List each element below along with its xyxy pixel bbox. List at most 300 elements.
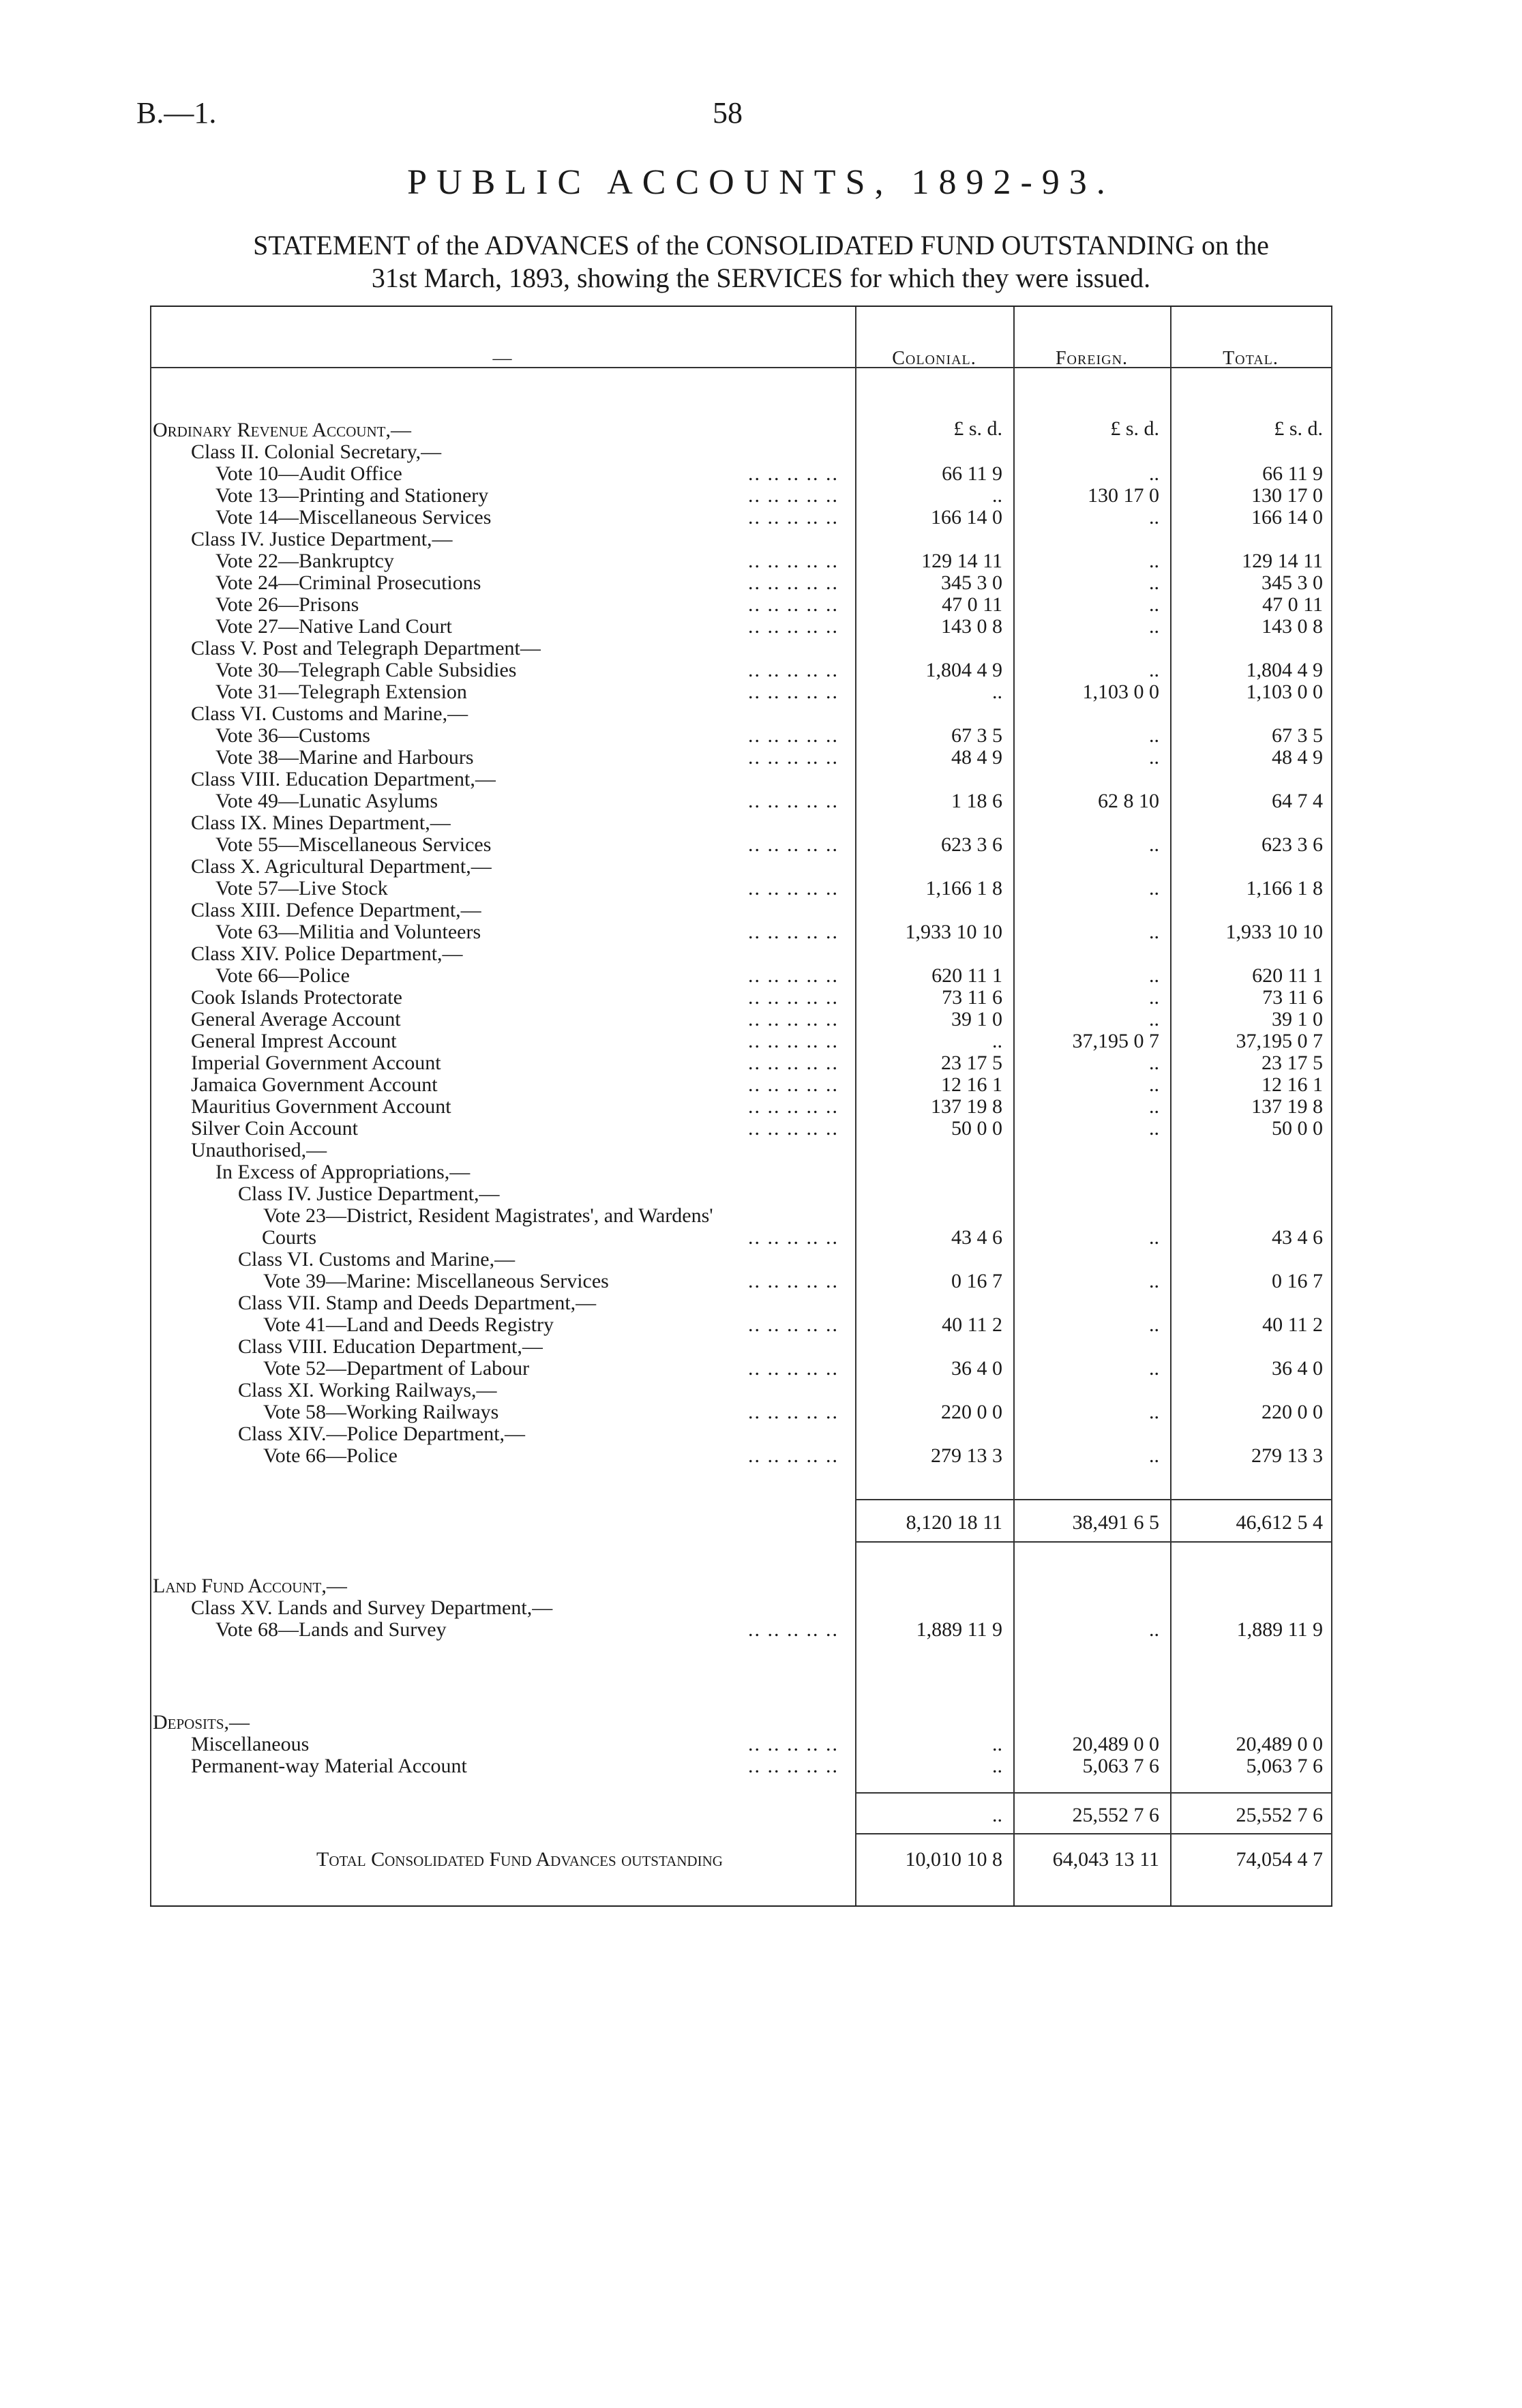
subtotal-rule-ordinary	[855, 1499, 1332, 1500]
leader-dots: .. .. .. .. ..	[748, 1096, 839, 1118]
table-row	[150, 1314, 1332, 1336]
table-row	[150, 485, 1332, 507]
row-label: Vote 27—Native Land Court	[215, 616, 452, 638]
row-label: Class X. Agricultural Department,—	[191, 856, 492, 878]
row-label: Class VI. Customs and Marine,—	[238, 1249, 516, 1270]
leader-dots: .. .. .. .. ..	[748, 1118, 839, 1140]
colonial-amount: ..	[992, 1030, 1002, 1052]
row-label-cell	[150, 856, 839, 878]
row-label-cell	[150, 1380, 839, 1401]
row-label-cell	[150, 1052, 839, 1074]
total-amount: 43 4 6	[1272, 1226, 1323, 1249]
row-label: General Imprest Account	[191, 1030, 397, 1052]
row-label-cell	[150, 529, 839, 550]
currency-colonial: £ s. d.	[953, 417, 1002, 440]
row-label: Class II. Colonial Secretary,—	[191, 441, 442, 463]
row-label: Class IX. Mines Department,—	[191, 812, 451, 834]
row-label-cell	[150, 550, 839, 572]
total-amount: 66 11 9	[1262, 462, 1323, 485]
colonial-amount: 1,889 11 9	[916, 1618, 1002, 1641]
table-row	[150, 834, 1332, 856]
leader-dots: .. .. .. .. ..	[748, 921, 839, 943]
colonial-amount: 12 16 1	[941, 1073, 1002, 1096]
row-label: Courts	[262, 1227, 317, 1249]
foreign-amount: ..	[1149, 1357, 1159, 1380]
total-amount: 130 17 0	[1251, 484, 1323, 507]
table-row	[150, 616, 1332, 638]
row-label: Vote 66—Police	[263, 1445, 398, 1467]
colonial-amount: 48 4 9	[951, 746, 1002, 769]
row-label: Class XIV. Police Department,—	[191, 943, 463, 965]
colonial-amount: 23 17 5	[941, 1052, 1002, 1074]
total-amount: 25,552 7 6	[1236, 1804, 1323, 1826]
row-label-cell	[150, 681, 839, 703]
total-amount: 12 16 1	[1262, 1073, 1323, 1096]
leader-dots: .. .. .. .. ..	[748, 572, 839, 594]
table-row	[150, 769, 1332, 790]
total-amount: 623 3 6	[1262, 833, 1323, 856]
foreign-amount: ..	[1149, 833, 1159, 856]
row-label-cell	[150, 616, 839, 638]
document-reference: B.—1.	[136, 96, 217, 130]
colonial-amount: 166 14 0	[931, 506, 1002, 529]
foreign-amount: 38,491 6 5	[1072, 1511, 1159, 1534]
foreign-amount: ..	[1149, 550, 1159, 572]
table-row	[150, 507, 1332, 529]
total-amount: 40 11 2	[1262, 1313, 1323, 1336]
row-label: Vote 66—Police	[215, 965, 350, 987]
row-label: Vote 24—Criminal Prosecutions	[215, 572, 481, 594]
table-row	[150, 1030, 1332, 1052]
row-label: Ordinary Revenue Account,—	[153, 419, 412, 441]
row-label: In Excess of Appropriations,—	[215, 1161, 471, 1183]
foreign-amount: ..	[1149, 593, 1159, 616]
row-label: Class XIV.—Police Department,—	[238, 1423, 526, 1445]
row-label: Class IV. Justice Department,—	[238, 1183, 500, 1205]
row-label: Vote 23—District, Resident Magistrates', and Wardens'	[263, 1205, 713, 1227]
colonial-amount: 279 13 3	[931, 1444, 1002, 1467]
total-amount: 1,103 0 0	[1246, 681, 1323, 703]
table-row	[150, 1358, 1332, 1380]
colonial-amount: 143 0 8	[941, 615, 1002, 638]
table-row	[150, 1336, 1332, 1358]
row-label-cell	[150, 1205, 839, 1227]
leader-dots: .. .. .. .. ..	[748, 834, 839, 856]
table-row	[150, 703, 1332, 725]
colonial-amount: 10,010 10 8	[905, 1848, 1002, 1871]
row-label-cell	[150, 900, 839, 921]
leader-dots: .. .. .. .. ..	[748, 725, 839, 747]
row-label: Class VIII. Education Department,—	[238, 1336, 543, 1358]
row-label-cell	[150, 1423, 839, 1445]
row-label-cell	[150, 921, 839, 943]
colonial-amount: ..	[992, 681, 1002, 703]
row-label-cell	[150, 1734, 839, 1755]
row-label-cell	[150, 1292, 839, 1314]
foreign-amount: ..	[1149, 1270, 1159, 1292]
colonial-amount: 620 11 1	[931, 964, 1002, 987]
leader-dots: .. .. .. .. ..	[748, 507, 839, 529]
leader-dots: .. .. .. .. ..	[748, 965, 839, 987]
row-label: Class XI. Working Railways,—	[238, 1380, 497, 1401]
table-row	[150, 1734, 1332, 1755]
colonial-amount: 1,804 4 9	[925, 659, 1002, 681]
row-label-cell	[150, 507, 839, 529]
total-amount: 23 17 5	[1262, 1052, 1323, 1074]
row-label: Permanent-way Material Account	[191, 1755, 467, 1777]
table-row	[150, 463, 1332, 485]
leader-dots: .. .. .. .. ..	[748, 1734, 839, 1755]
foreign-amount: ..	[1149, 1095, 1159, 1118]
colonial-amount: 1,166 1 8	[925, 877, 1002, 900]
table-row	[150, 856, 1332, 878]
foreign-amount: ..	[1149, 462, 1159, 485]
leader-dots: .. .. .. .. ..	[748, 485, 839, 507]
total-amount: 20,489 0 0	[1236, 1733, 1323, 1755]
leader-dots: .. .. .. .. ..	[748, 1227, 839, 1249]
table-row	[150, 1401, 1332, 1423]
row-label-cell	[150, 463, 839, 485]
row-label: Vote 10—Audit Office	[215, 463, 402, 485]
foreign-amount: 37,195 0 7	[1072, 1030, 1159, 1052]
table-row	[150, 572, 1332, 594]
foreign-amount: 20,489 0 0	[1072, 1733, 1159, 1755]
leader-dots: .. .. .. .. ..	[748, 1619, 839, 1641]
foreign-amount: 130 17 0	[1088, 484, 1159, 507]
total-amount: 166 14 0	[1251, 506, 1323, 529]
total-amount: 1,933 10 10	[1225, 921, 1323, 943]
foreign-amount: ..	[1149, 1401, 1159, 1423]
total-amount: 345 3 0	[1262, 571, 1323, 594]
row-label: Vote 36—Customs	[215, 725, 370, 747]
total-amount: 129 14 11	[1242, 550, 1323, 572]
row-label: Vote 57—Live Stock	[215, 878, 388, 900]
row-label: Vote 41—Land and Deeds Registry	[263, 1314, 554, 1336]
foreign-amount: ..	[1149, 615, 1159, 638]
colonial-amount: 39 1 0	[951, 1008, 1002, 1030]
row-label-cell	[150, 1358, 839, 1380]
table-row	[150, 550, 1332, 572]
row-label-cell	[150, 1401, 839, 1423]
table-row	[150, 659, 1332, 681]
row-label-cell	[150, 703, 839, 725]
total-amount: 279 13 3	[1251, 1444, 1323, 1467]
total-amount: 50 0 0	[1272, 1117, 1323, 1140]
foreign-amount: 25,552 7 6	[1072, 1804, 1159, 1826]
table-row	[150, 1597, 1332, 1619]
row-label-cell	[150, 1336, 839, 1358]
total-amount: 46,612 5 4	[1236, 1511, 1323, 1534]
table-row	[150, 747, 1332, 769]
row-label: Imperial Government Account	[191, 1052, 441, 1074]
column-header-colonial: Colonial.	[892, 348, 976, 369]
subtotal-row	[150, 1804, 1332, 1826]
foreign-amount: ..	[1149, 659, 1159, 681]
total-amount: 67 3 5	[1272, 724, 1323, 747]
foreign-amount: ..	[1149, 1226, 1159, 1249]
leader-dots: .. .. .. .. ..	[748, 1401, 839, 1423]
row-label: Class XV. Lands and Survey Department,—	[191, 1597, 553, 1619]
row-label: Miscellaneous	[191, 1734, 310, 1755]
row-label: Vote 63—Militia and Volunteers	[215, 921, 481, 943]
currency-total: £ s. d.	[1274, 417, 1323, 440]
table-row	[150, 1161, 1332, 1183]
subtotal-rule-deposits	[855, 1792, 1332, 1794]
row-label: Jamaica Government Account	[191, 1074, 438, 1096]
row-label: Vote 31—Telegraph Extension	[215, 681, 467, 703]
table-row	[150, 1249, 1332, 1270]
colonial-amount: 36 4 0	[951, 1357, 1002, 1380]
table-row	[150, 1575, 1332, 1597]
colonial-amount: 73 11 6	[942, 986, 1002, 1009]
total-amount: 0 16 7	[1272, 1270, 1323, 1292]
row-label-cell	[150, 1183, 839, 1205]
table-row	[150, 987, 1332, 1009]
colonial-amount: 137 19 8	[931, 1095, 1002, 1118]
table-row	[150, 1074, 1332, 1096]
row-label-cell	[150, 659, 839, 681]
foreign-amount: ..	[1149, 964, 1159, 987]
colonial-amount: 43 4 6	[951, 1226, 1002, 1249]
row-label: Silver Coin Account	[191, 1118, 358, 1140]
subtotal-row	[150, 1512, 1332, 1534]
total-amount: 143 0 8	[1262, 615, 1323, 638]
colonial-amount: 345 3 0	[941, 571, 1002, 594]
row-label: Vote 26—Prisons	[215, 594, 359, 616]
row-label: Vote 13—Printing and Stationery	[215, 485, 489, 507]
colonial-amount: 1,933 10 10	[905, 921, 1002, 943]
leader-dots: .. .. .. .. ..	[748, 1030, 839, 1052]
row-label: Class VIII. Education Department,—	[191, 769, 496, 790]
statement-line-1: STATEMENT of the ADVANCES of the CONSOLIDATED FUND OUTSTANDING on the	[253, 230, 1269, 261]
leader-dots: .. .. .. .. ..	[748, 1009, 839, 1030]
total-amount: 39 1 0	[1272, 1008, 1323, 1030]
table-row	[150, 900, 1332, 921]
statement-line-2: 31st March, 1893, showing the SERVICES for which they were issued.	[371, 263, 1151, 293]
row-label-cell	[150, 1249, 839, 1270]
row-label: Vote 30—Telegraph Cable Subsidies	[215, 659, 517, 681]
colonial-amount: 220 0 0	[941, 1401, 1002, 1423]
leader-dots: .. .. .. .. ..	[748, 790, 839, 812]
colonial-amount: ..	[992, 484, 1002, 507]
column-header-total: Total.	[1223, 348, 1279, 369]
table-row	[150, 1849, 1332, 1871]
total-amount: 47 0 11	[1262, 593, 1323, 616]
total-amount: 64 7 4	[1272, 790, 1323, 812]
foreign-amount: ..	[1149, 1008, 1159, 1030]
leader-dots: .. .. .. .. ..	[748, 594, 839, 616]
row-label-cell	[150, 1619, 839, 1641]
table-row	[150, 1380, 1332, 1401]
foreign-amount: ..	[1149, 1117, 1159, 1140]
leader-dots: .. .. .. .. ..	[748, 463, 839, 485]
foreign-amount: ..	[1149, 506, 1159, 529]
row-label: Class V. Post and Telegraph Department—	[191, 638, 541, 659]
total-amount: 1,804 4 9	[1246, 659, 1323, 681]
row-label: Total Consolidated Fund Advances outstanding	[316, 1849, 723, 1871]
row-label-cell	[150, 987, 839, 1009]
leader-dots: .. .. .. .. ..	[748, 747, 839, 769]
row-label: Class VII. Stamp and Deeds Department,—	[238, 1292, 597, 1314]
table-row	[150, 1755, 1332, 1777]
row-label-cell	[150, 1270, 839, 1292]
table-row	[150, 1118, 1332, 1140]
table-row	[150, 1052, 1332, 1074]
leader-dots: .. .. .. .. ..	[748, 1755, 839, 1777]
row-label: Vote 39—Marine: Miscellaneous Services	[263, 1270, 609, 1292]
row-label: Vote 49—Lunatic Asylums	[215, 790, 438, 812]
table-row	[150, 1270, 1332, 1292]
total-amount: 36 4 0	[1272, 1357, 1323, 1380]
foreign-amount: ..	[1149, 724, 1159, 747]
colonial-amount: 1 18 6	[951, 790, 1002, 812]
row-label-cell	[150, 1849, 839, 1871]
table-row	[150, 419, 1332, 441]
foreign-amount: 1,103 0 0	[1082, 681, 1159, 703]
row-label: Class IV. Justice Department,—	[191, 529, 453, 550]
total-amount: 620 11 1	[1252, 964, 1323, 987]
total-amount: 5,063 7 6	[1246, 1755, 1323, 1777]
table-row	[150, 965, 1332, 987]
colonial-amount: 623 3 6	[941, 833, 1002, 856]
colonial-amount: 67 3 5	[951, 724, 1002, 747]
row-label-cell	[150, 1009, 839, 1030]
row-label-cell	[150, 1161, 839, 1183]
currency-foreign: £ s. d.	[1110, 417, 1159, 440]
colonial-amount: 0 16 7	[951, 1270, 1002, 1292]
table-row	[150, 638, 1332, 659]
page-number: 58	[713, 96, 743, 130]
leader-dots: .. .. .. .. ..	[748, 659, 839, 681]
foreign-amount: ..	[1149, 986, 1159, 1009]
total-amount: 1,889 11 9	[1236, 1618, 1323, 1641]
colonial-amount: 8,120 18 11	[906, 1511, 1002, 1534]
table-row	[150, 812, 1332, 834]
table-row	[150, 943, 1332, 965]
table-row	[150, 1423, 1332, 1445]
table-row	[150, 725, 1332, 747]
colonial-amount: ..	[992, 1804, 1002, 1826]
table-row	[150, 921, 1332, 943]
row-label-cell	[150, 1445, 839, 1467]
row-label-cell	[150, 594, 839, 616]
row-label-cell	[150, 747, 839, 769]
table-row	[150, 1183, 1332, 1205]
row-label-cell	[150, 1314, 839, 1336]
table-row	[150, 1009, 1332, 1030]
total-amount: 1,166 1 8	[1246, 877, 1323, 900]
row-label-cell	[150, 1227, 839, 1249]
row-label-cell	[150, 485, 839, 507]
row-label-cell	[150, 1512, 839, 1534]
colonial-amount: 66 11 9	[942, 462, 1002, 485]
foreign-amount: 64,043 13 11	[1052, 1848, 1159, 1871]
table-row	[150, 681, 1332, 703]
leader-dots: .. .. .. .. ..	[748, 550, 839, 572]
row-label-cell	[150, 834, 839, 856]
row-label: Class XIII. Defence Department,—	[191, 900, 481, 921]
row-label: Vote 22—Bankruptcy	[215, 550, 394, 572]
table-row	[150, 1292, 1332, 1314]
total-amount: 137 19 8	[1251, 1095, 1323, 1118]
row-label-cell	[150, 1597, 839, 1619]
row-label: Deposits,—	[153, 1712, 250, 1734]
row-label-cell	[150, 1755, 839, 1777]
table-row	[150, 529, 1332, 550]
row-label-cell	[150, 1030, 839, 1052]
row-label-cell	[150, 572, 839, 594]
foreign-amount: ..	[1149, 1052, 1159, 1074]
table-row	[150, 1712, 1332, 1734]
row-label-cell	[150, 1074, 839, 1096]
column-header-foreign: Foreign.	[1055, 348, 1129, 369]
table-row	[150, 790, 1332, 812]
row-label-cell	[150, 1118, 839, 1140]
total-amount: 48 4 9	[1272, 746, 1323, 769]
total-amount: 73 11 6	[1262, 986, 1323, 1009]
leader-dots: .. .. .. .. ..	[748, 878, 839, 900]
table-row	[150, 878, 1332, 900]
row-label-cell	[150, 878, 839, 900]
row-label: Vote 55—Miscellaneous Services	[215, 834, 492, 856]
row-label-cell	[150, 638, 839, 659]
row-label-cell	[150, 812, 839, 834]
row-label: Vote 68—Lands and Survey	[215, 1619, 447, 1641]
row-label-cell	[150, 1096, 839, 1118]
subtotal-rule-ordinary-bottom	[855, 1541, 1332, 1543]
row-label-cell	[150, 419, 839, 441]
row-label: Vote 38—Marine and Harbours	[215, 747, 474, 769]
foreign-amount: ..	[1149, 921, 1159, 943]
leader-dots: .. .. .. .. ..	[748, 1270, 839, 1292]
row-label-cell	[150, 725, 839, 747]
row-label: Class VI. Customs and Marine,—	[191, 703, 468, 725]
foreign-amount: 5,063 7 6	[1082, 1755, 1159, 1777]
colonial-amount: 40 11 2	[942, 1313, 1002, 1336]
foreign-amount: ..	[1149, 1073, 1159, 1096]
row-label-cell	[150, 965, 839, 987]
row-label-cell	[150, 1804, 839, 1826]
row-label: General Average Account	[191, 1009, 401, 1030]
table-row	[150, 1140, 1332, 1161]
colonial-amount: 47 0 11	[942, 593, 1002, 616]
foreign-amount: ..	[1149, 571, 1159, 594]
row-label-cell	[150, 943, 839, 965]
leader-dots: .. .. .. .. ..	[748, 1314, 839, 1336]
table-row	[150, 1619, 1332, 1641]
leader-dots: .. .. .. .. ..	[748, 1074, 839, 1096]
row-label-cell	[150, 1575, 839, 1597]
foreign-amount: ..	[1149, 746, 1159, 769]
row-label-cell	[150, 441, 839, 463]
colonial-amount: ..	[992, 1733, 1002, 1755]
foreign-amount: ..	[1149, 1444, 1159, 1467]
subtotal-rule-deposits-bottom	[855, 1833, 1332, 1834]
leader-dots: .. .. .. .. ..	[748, 616, 839, 638]
colonial-amount: ..	[992, 1755, 1002, 1777]
row-label: Vote 52—Department of Labour	[263, 1358, 530, 1380]
leader-dots: .. .. .. .. ..	[748, 1052, 839, 1074]
table-row	[150, 1227, 1332, 1249]
row-label: Land Fund Account,—	[153, 1575, 347, 1597]
row-label: Mauritius Government Account	[191, 1096, 451, 1118]
table-row	[150, 1096, 1332, 1118]
page-title: PUBLIC ACCOUNTS, 1892-93.	[407, 163, 1115, 202]
row-label: Vote 14—Miscellaneous Services	[215, 507, 492, 529]
leader-dots: .. .. .. .. ..	[748, 681, 839, 703]
table-row	[150, 594, 1332, 616]
total-amount: 37,195 0 7	[1236, 1030, 1323, 1052]
